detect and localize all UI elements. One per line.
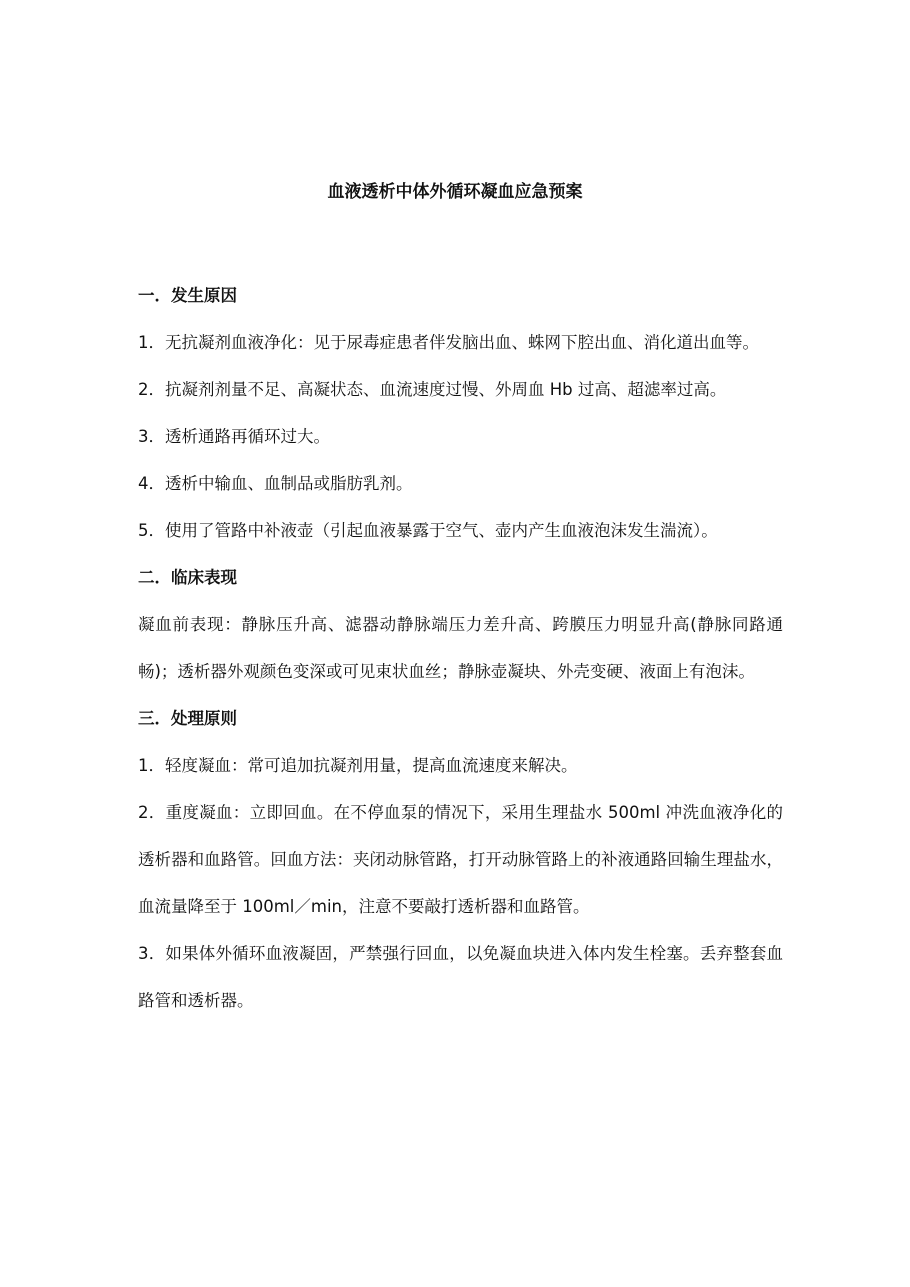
paragraph: 1．轻度凝血：常可追加抗凝剂用量，提高血流速度来解决。	[138, 756, 578, 775]
section-heading: 三．处理原则	[138, 709, 237, 728]
paragraph: 5．使用了管路中补液壶（引起血液暴露于空气、壶内产生血液泡沫发生湍流）。	[138, 521, 718, 540]
paragraph: 1．无抗凝剂血液净化：见于尿毒症患者伴发脑出血、蛛网下腔出血、消化道出血等。	[138, 333, 759, 352]
paragraph: 2．重度凝血：立即回血。在不停血泵的情况下，采用生理盐水 500ml 冲洗血液净化的透析器和血路管。回血方法：夹闭动脉管路，打开动脉管路上的补液通路回输生理盐水，血流量降至于 100ml／min，注意不要敲打透析器和血路管。	[138, 803, 783, 916]
paragraph: 4．透析中输血、血制品或脂肪乳剂。	[138, 474, 413, 493]
document-title: 血液透析中体外循环凝血应急预案	[327, 182, 583, 202]
section-heading: 一．发生原因	[138, 286, 237, 305]
section-causes	[138, 272, 783, 554]
section-heading: 二．临床表现	[138, 568, 237, 587]
paragraph: 2．抗凝剂剂量不足、高凝状态、血流速度过慢、外周血 Hb 过高、超滤率过高。	[138, 380, 727, 399]
document-body	[138, 272, 783, 1024]
paragraph: 3．透析通路再循环过大。	[138, 427, 330, 446]
section-clinical-manifestation	[138, 554, 783, 695]
paragraph: 凝血前表现：静脉压升高、滤器动静脉端压力差升高、跨膜压力明显升高(静脉同路通畅)；透析器外观颜色变深或可见束状血丝；静脉壶凝块、外壳变硬、液面上有泡沫。	[138, 615, 783, 681]
section-treatment-principles	[138, 695, 783, 1024]
paragraph: 3．如果体外循环血液凝固，严禁强行回血，以免凝血块进入体内发生栓塞。丢弃整套血路管和透析器。	[138, 944, 783, 1010]
